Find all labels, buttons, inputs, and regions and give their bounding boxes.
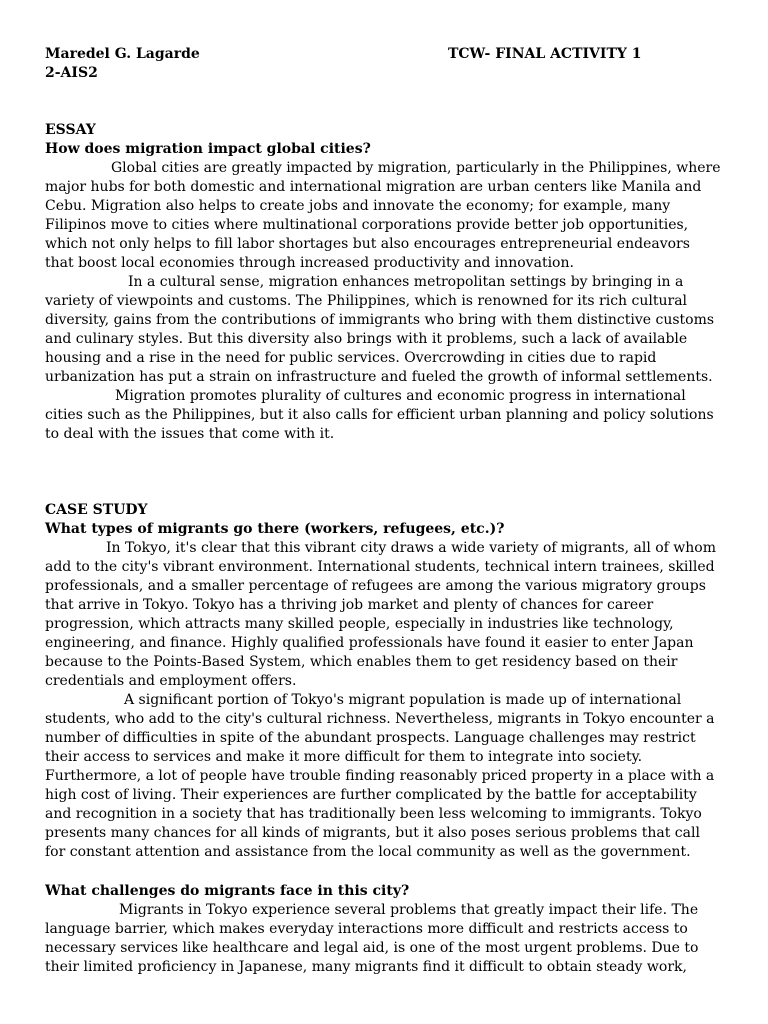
case-study-paragraph: A significant portion of Tokyo's migrant population is made up of international students, who add to the city's cultural richness. Nevertheless, migrants in Tokyo encounter a number of difficulties in spite of the abundant prospects. Language challenges may restrict their access to services and make it more difficult for them to integrate into society. Furthermore, a lot of people have trouble finding reasonably priced property in a place with a high cost of living. Their experiences are further complicated by the battle for acceptability and recognition in a society that has traditionally been less welcoming to immigrants. Tokyo presents many chances for all kinds of migrants, but it also poses serious problems that call for constant attention and assistance from the local community as well as the government. (45, 692, 715, 860)
author-name: Maredel G. Lagarde (45, 46, 200, 62)
activity-title: TCW- FINAL ACTIVITY 1 (448, 46, 642, 62)
essay-question: How does migration impact global cities? (45, 141, 371, 157)
essay-paragraph: Migration promotes plurality of cultures and economic progress in international cities such as the Philippines, but it also calls for efficient urban planning and policy solutions to deal with the issues that come with it. (45, 388, 714, 442)
challenges-paragraph: Migrants in Tokyo experience several problems that greatly impact their life. The language barrier, which makes everyday interactions more difficult and restricts access to necessary services like healthcare and legal aid, is one of the most urgent problems. Due to their limited proficiency in Japanese, many migrants find it difficult to obtain steady work, (45, 902, 699, 975)
challenges-section (45, 882, 721, 977)
essay-section (45, 121, 721, 444)
case-study-question: What types of migrants go there (workers, refugees, etc.)? (45, 521, 505, 537)
challenges-question: What challenges do migrants face in this city? (45, 883, 410, 899)
essay-paragraph: Global cities are greatly impacted by migration, particularly in the Philippines, where major hubs for both domestic and international migration are urban centers like Manila and Cebu. Migration also helps to create jobs and innovate the economy; for example, many Filipinos move to cities where multinational corporations provide better job opportunities, which not only helps to fill labor shortages but also encourages entrepreneurial endeavors that boost local economies through increased productivity and innovation. (45, 160, 721, 271)
essay-label: ESSAY (45, 122, 96, 138)
section-code: 2-AIS2 (45, 65, 98, 81)
case-study-paragraph: In Tokyo, it's clear that this vibrant city draws a wide variety of migrants, all of whom add to the city's vibrant environment. International students, technical intern trainees, skilled professionals, and a smaller percentage of refugees are among the various migratory groups that arrive in Tokyo. Tokyo has a thriving job market and plenty of chances for career progression, which attracts many skilled people, especially in industries like technology, engineering, and finance. Highly qualified professionals have found it easier to enter Japan because to the Points-Based System, which enables them to get residency based on their credentials and employment offers. (45, 540, 717, 689)
essay-paragraph: In a cultural sense, migration enhances metropolitan settings by bringing in a variety of viewpoints and customs. The Philippines, which is renowned for its rich cultural diversity, gains from the contributions of immigrants who bring with them distinctive customs and culinary styles. But this diversity also brings with it problems, such a lack of available housing and a rise in the need for public services. Overcrowding in cities due to rapid urbanization has put a strain on infrastructure and fueled the growth of informal settlements. (45, 274, 715, 385)
case-study-section (45, 501, 721, 862)
case-study-label: CASE STUDY (45, 502, 148, 518)
